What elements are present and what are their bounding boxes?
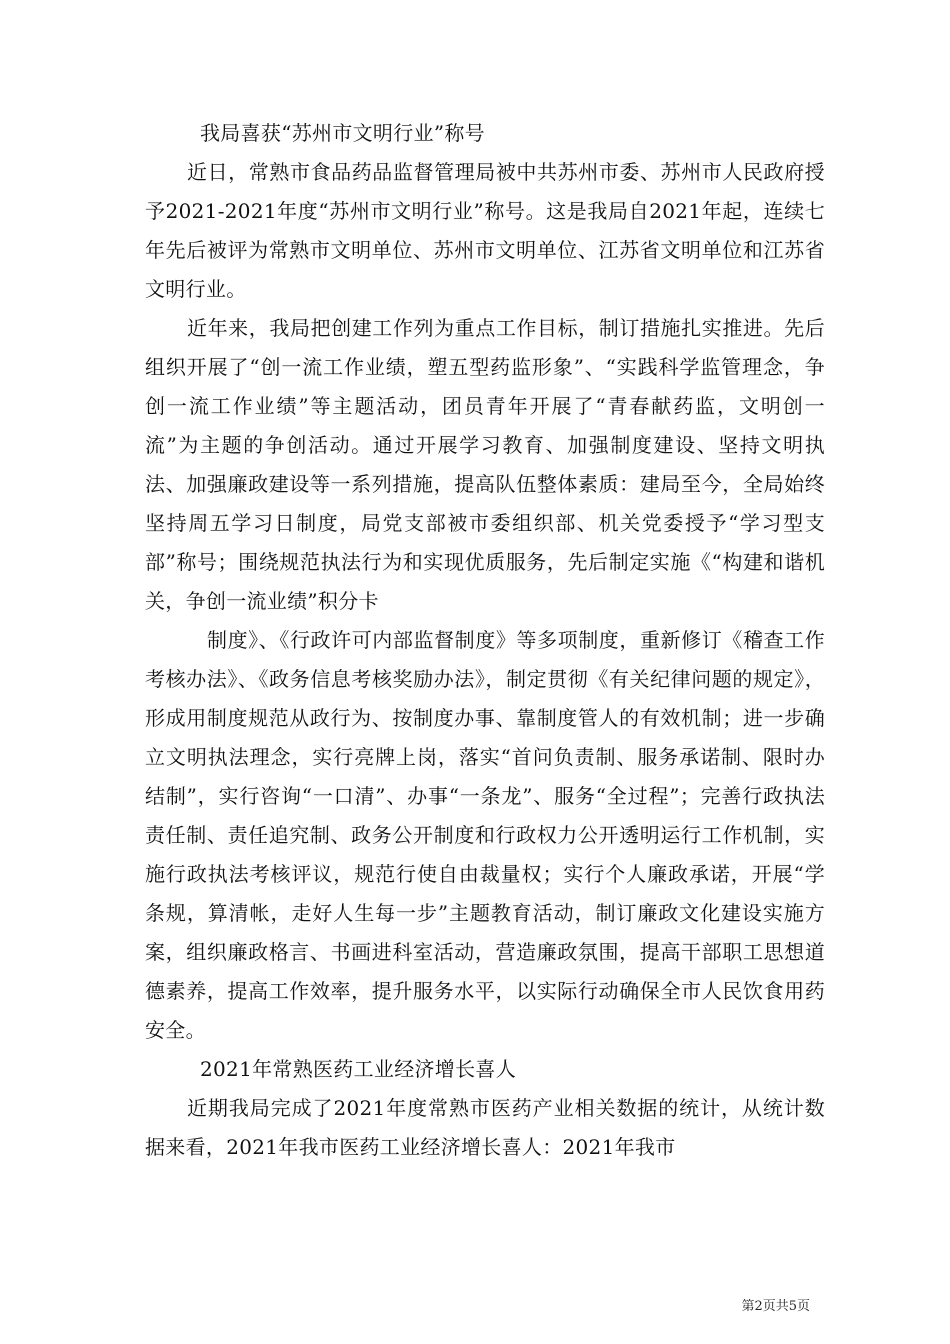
article-title-2: 2021年常熟医药工业经济增长喜人 bbox=[200, 1057, 516, 1081]
document-body bbox=[145, 114, 825, 1167]
paragraph-4: 近期我局完成了2021年度常熟市医药产业相关数据的统计，从统计数据来看，2021年我市医药工业经济增长喜人：2021年我市 bbox=[145, 1096, 825, 1159]
paragraph-1: 近日，常熟市食品药品监督管理局被中共苏州市委、苏州市人民政府授予2021-2021年度“苏州市文明行业”称号。这是我局自2021年起，连续七年先后被评为常熟市文明单位、苏州市文明单位、江苏省文明单位和江苏省文明行业。 bbox=[145, 160, 825, 301]
paragraph-2: 近年来，我局把创建工作列为重点工作目标，制订措施扎实推进。先后组织开展了“创一流工作业绩，塑五型药监形象”、“实践科学监管理念，争创一流工作业绩”等主题活动，团员青年开展了“青春献药监，文明创一流”为主题的争创活动。通过开展学习教育、加强制度建设、坚持文明执法、加强廉政建设等一系列措施，提高队伍整体素质：建局至今，全局始终坚持周五学习日制度，局党支部被市委组织部、机关党委授予“学习型支部”称号；围绕规范执法行为和实现优质服务，先后制定实施《“构建和谐机关，争创一流业绩”积分卡 bbox=[145, 316, 825, 613]
paragraph-3: 制度》、《行政许可内部监督制度》等多项制度，重新修订《稽查工作考核办法》、《政务信息考核奖励办法》，制定贯彻《有关纪律问题的规定》，形成用制度规范从政行为、按制度办事、靠制度管人的有效机制；进一步确立文明执法理念，实行亮牌上岗，落实“首问负责制、服务承诺制、限时办结制”，实行咨询“一口清”、办事“一条龙”、服务“全过程”；完善行政执法责任制、责任追究制、政务公开制度和行政权力公开透明运行工作机制，实施行政执法考核评议，规范行使自由裁量权；实行个人廉政承诺，开展“学条规，算清帐，走好人生每一步”主题教育活动，制订廉政文化建设实施方案，组织廉政格言、书画进科室活动，营造廉政氛围，提高干部职工思想道德素养，提高工作效率，提升服务水平，以实际行动确保全市人民饮食用药安全。 bbox=[145, 628, 825, 1042]
page-number: 第2页共5页 bbox=[741, 1299, 810, 1314]
article-title-1: 我局喜获“苏州市文明行业”称号 bbox=[200, 121, 485, 145]
